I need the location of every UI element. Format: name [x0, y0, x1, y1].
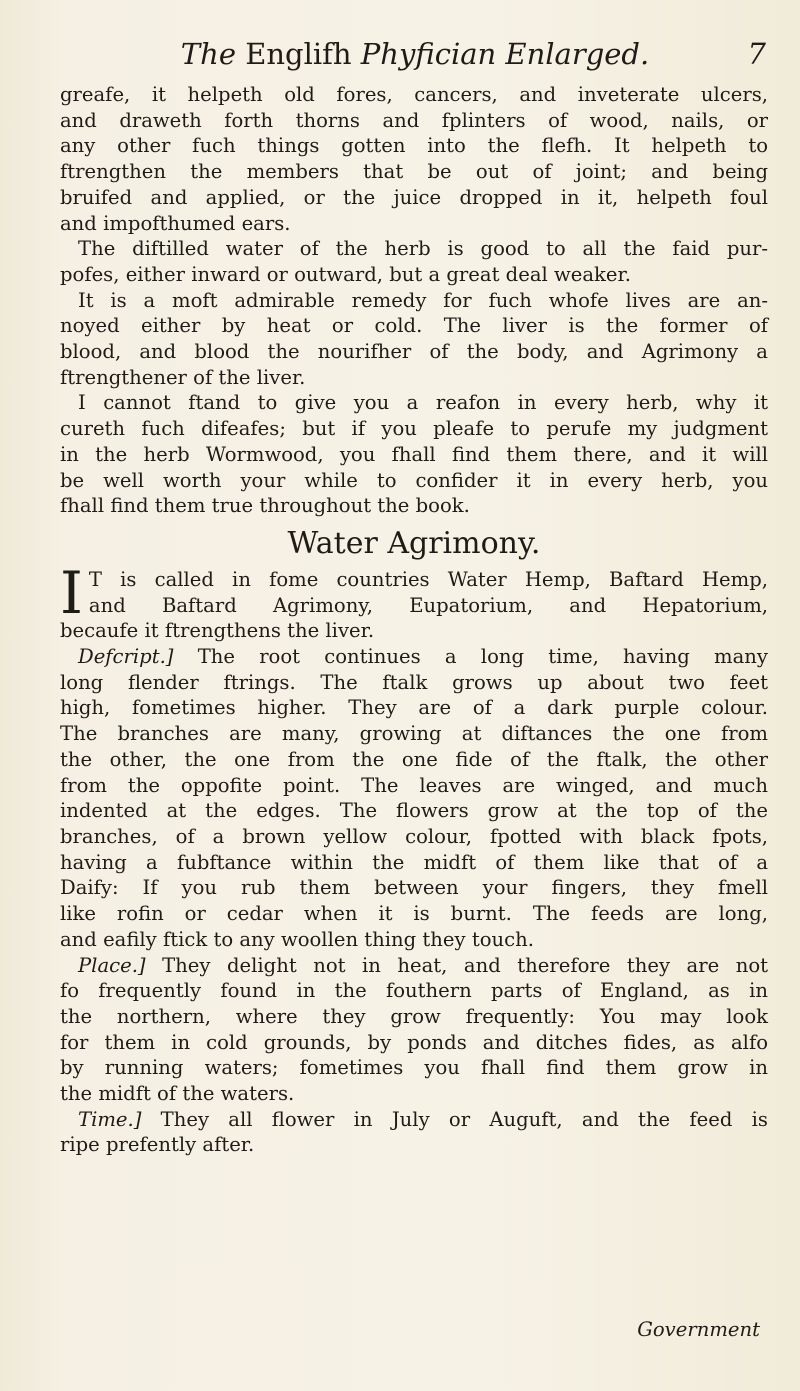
- paragraph-1: [60, 82, 768, 236]
- text-line: from the oppofite point. The leaves are winged, and much: [60, 773, 768, 797]
- text-line: the northern, where they grow frequently: You may look: [60, 1004, 768, 1028]
- text-line: [60, 644, 768, 670]
- page-body: [60, 82, 768, 1158]
- text-line: having a fubftance within the midft of them like that of a: [60, 850, 768, 874]
- text-line: It is a moft admirable remedy for fuch whofe lives are an-: [78, 288, 768, 312]
- paragraph-3: [60, 288, 768, 391]
- time-first: They all flower in July or Auguft, and the feed is: [160, 1107, 768, 1131]
- text-line: fo frequently found in the fouthern parts of England, as in: [60, 979, 768, 1003]
- text-line: pofes, either inward or outward, but a great deal weaker.: [60, 262, 631, 286]
- description-label: Defcript.]: [78, 645, 174, 669]
- drop-cap: I: [60, 558, 83, 627]
- time-label: Time.]: [78, 1107, 142, 1131]
- text-line: noyed either by heat or cold. The liver is the former of: [60, 314, 768, 338]
- text-line: greafe, it helpeth old fores, cancers, and inveterate ulcers,: [60, 83, 768, 106]
- text-line: I cannot ftand to give you a reafon in every herb, why it: [78, 391, 768, 415]
- paragraph-4: [60, 390, 768, 519]
- text-line: high, fometimes higher. They are of a dark purple colour.: [60, 696, 768, 720]
- text-line: [60, 1107, 768, 1133]
- section-title: Water Agrimony.: [287, 525, 541, 561]
- text-line: like rofin or cedar when it is burnt. The feeds are long,: [60, 902, 768, 926]
- time-paragraph: [60, 1107, 768, 1158]
- text-line: ripe prefently after.: [60, 1133, 255, 1157]
- text-line: by running waters; fometimes you fhall find them grow in: [60, 1056, 768, 1080]
- catchword: Government: [637, 1318, 760, 1341]
- text-line: bruifed and applied, or the juice dropped in it, helpeth foul: [60, 185, 768, 209]
- description-first: The root continues a long time, having many: [197, 645, 768, 669]
- text-line: T is called in fome countries Water Hemp, Baftard Hemp,: [88, 567, 768, 591]
- text-line: and Baftard Agrimony, Eupatorium, and Hepatorium,: [88, 593, 768, 617]
- text-line: any other fuch things gotten into the flefh. It helpeth to: [60, 134, 768, 158]
- text-line: for them in cold grounds, by ponds and ditches fides, as alfo: [60, 1030, 768, 1054]
- paragraph-2: [60, 236, 768, 287]
- text-line: and draweth forth thorns and fplinters of wood, nails, or: [60, 108, 768, 132]
- place-first: They delight not in heat, and therefore they are not: [162, 953, 768, 977]
- header-english: Englifh: [245, 37, 352, 71]
- text-line: long flender ftrings. The ftalk grows up about two feet: [60, 670, 768, 694]
- header-physician-enlarged: Phyfician Enlarged.: [360, 37, 650, 71]
- text-line: blood, and blood the nourifher of the body, and Agrimony a: [60, 340, 768, 364]
- text-line: ftrengthen the members that be out of joint; and being: [60, 160, 768, 184]
- text-line: The branches are many, growing at diftances the one from: [60, 722, 768, 746]
- page-number: 7: [747, 37, 766, 71]
- text-line: fhall find them true throughout the book.: [60, 494, 470, 518]
- text-line: branches, of a brown yellow colour, fpotted with black fpots,: [60, 824, 768, 848]
- text-line: and eafily ftick to any woollen thing they touch.: [60, 927, 534, 951]
- text-line: Daify: If you rub them between your fingers, they fmell: [60, 876, 768, 900]
- header-the: The: [180, 37, 236, 71]
- text-line: indented at the edges. The flowers grow at the top of the: [60, 799, 768, 823]
- running-header: [60, 34, 770, 74]
- place-paragraph: [60, 953, 768, 1107]
- text-line: [60, 953, 768, 979]
- text-line: cureth fuch difeafes; but if you pleafe to perufe my judgment: [60, 417, 768, 441]
- text-line: The diftilled water of the herb is good to all the faid pur-: [78, 237, 768, 261]
- text-line: the midft of the waters.: [60, 1082, 295, 1106]
- text-line: be well worth your while to confider it in every herb, you: [60, 468, 768, 492]
- text-line: in the herb Wormwood, you fhall find them there, and it will: [60, 442, 768, 466]
- place-label: Place.]: [78, 953, 146, 977]
- intro-paragraph: [60, 558, 768, 644]
- text-line: becaufe it ftrengthens the liver.: [60, 619, 375, 643]
- text-line: ftrengthener of the liver.: [60, 365, 306, 389]
- text-line: and impofthumed ears.: [60, 211, 291, 235]
- description-paragraph: [60, 644, 768, 952]
- text-line: the other, the one from the one fide of the ftalk, the other: [60, 747, 768, 771]
